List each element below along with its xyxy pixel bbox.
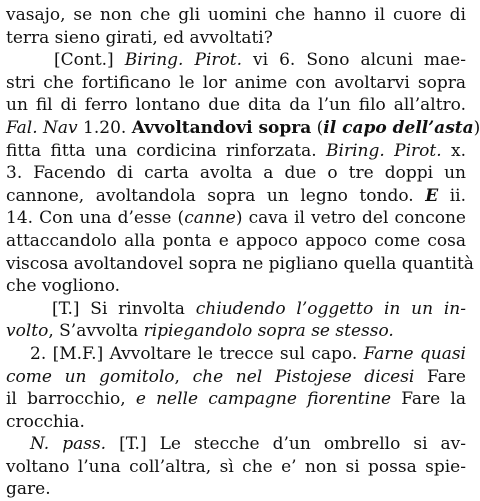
text-segment: attaccandolo alla ponta e appoco appoco come cosa [6, 230, 466, 251]
text-segment: 1.20. [77, 117, 132, 138]
text-segment: Fare la [391, 389, 466, 410]
text-segment: gare. [6, 479, 51, 500]
citation-line [6, 117, 480, 140]
text-segment: N. pass. [30, 434, 107, 455]
text-line [6, 140, 466, 163]
text-segment: stri che fortificano le lor anime con avoltarvi sopra [6, 72, 466, 93]
text-segment: [Cont.] [54, 50, 125, 71]
text-line [6, 411, 466, 434]
sense-line [6, 433, 466, 456]
text-line [6, 456, 466, 479]
text-segment: ii. [438, 185, 466, 206]
text-segment: viscosa avoltandovel sopra ne pigliano quella quantità [6, 253, 474, 274]
sense-line [6, 343, 466, 366]
text-line [6, 478, 466, 501]
text-segment: Fare [414, 366, 466, 387]
text-line [6, 162, 466, 185]
text-segment: il barrocchio, [6, 389, 136, 410]
text-segment: chiudendo l’oggetto in un in- [195, 298, 466, 319]
text-line [6, 27, 466, 50]
text-segment: un fil di ferro lontano due dita da l’un filo all’altro. [6, 95, 466, 116]
text-segment: ripiegandolo sopra se stesso. [143, 321, 394, 342]
text-line [6, 388, 466, 411]
text-segment: vasajo, se non che gli uomini che hanno il cuore di [6, 5, 466, 25]
text-segment: che vogliono. [6, 276, 121, 297]
text-segment: ) cava il vetro del concone [235, 208, 466, 229]
text-segment: terra sieno girati, ed avvoltati? [6, 27, 273, 48]
text-segment: [T.] Si rinvolta [52, 298, 196, 319]
text-segment: e nelle campagne fiorentine [135, 389, 392, 410]
text-segment [425, 186, 438, 206]
text-segment: Farne quasi [363, 343, 466, 364]
text-line [6, 298, 466, 321]
text-segment: che nel Pistojese dicesi [192, 366, 415, 387]
text-segment: Biring. Pirot. [326, 140, 442, 161]
text-segment: E [425, 185, 439, 206]
text-line [6, 366, 466, 389]
text-line [6, 253, 474, 276]
text-segment: il capo dell’asta [323, 117, 474, 138]
text-segment: cannone, avoltandola sopra un legno tondo. [6, 185, 426, 206]
text-segment: 14. Con una d’esse ( [6, 208, 185, 229]
text-segment: volto [6, 321, 49, 342]
text-segment: Avvoltandovi sopra [131, 117, 312, 138]
citation-line [6, 49, 466, 72]
text-segment: ( [311, 117, 324, 138]
text-segment: come un gomitolo [6, 366, 175, 387]
text-line [6, 320, 466, 343]
text-segment: crocchia. [6, 411, 85, 432]
text-segment: , S’avvolta [48, 321, 144, 342]
text-segment [323, 118, 473, 138]
text-segment: x. [441, 140, 466, 161]
text-segment: voltano l’una coll’altra, sì che e’ non si possa spie- [6, 456, 466, 477]
text-segment: , [174, 366, 193, 387]
text-segment: fitta fitta una cordicina rinforzata. [6, 140, 327, 161]
text-line [6, 275, 466, 298]
text-segment: 3. Facendo di carta avolta a due o tre doppi un [6, 163, 466, 184]
text-segment: vi 6. Sono alcuni mae- [241, 50, 466, 71]
text-line [6, 185, 466, 208]
text-line [6, 207, 466, 230]
text-line [6, 230, 466, 253]
text-segment: Biring. Pirot. [124, 50, 242, 71]
text-segment: ) [473, 117, 480, 138]
text-segment: Fal. Nav [6, 117, 78, 138]
text-line [6, 72, 466, 95]
text-segment: [T.] Le stecche d’un ombrello si av- [106, 434, 467, 455]
text-segment: 2. [M.F.] Avvoltare le trecce sul capo. [30, 343, 364, 364]
text-segment: canne [184, 208, 236, 229]
text-line [6, 94, 466, 117]
text-line [6, 4, 466, 27]
